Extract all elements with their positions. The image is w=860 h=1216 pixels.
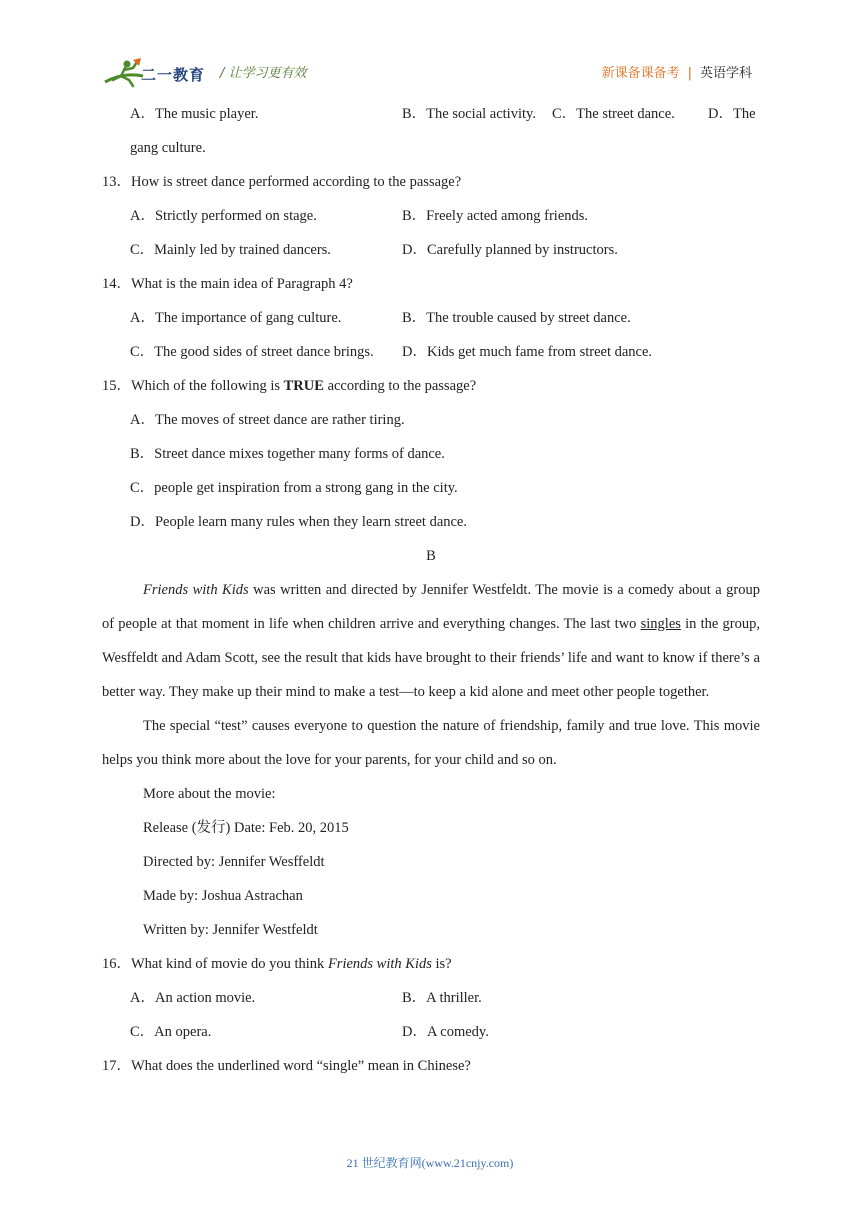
q12-option-b: B．The social activity. [402,106,536,122]
p1-part1: was written and directed by Jennifer Westfeldt. The movie is a comedy about a group of people at that moment in life when children arrive and everything changes. The last two [102,582,760,632]
q14-options-row-2 [102,335,760,369]
q15-stem-bold: TRUE [283,378,324,394]
page-footer: 21 世纪教育网(www.21cnjy.com) [346,1156,514,1170]
q13-option-c: C．Mainly led by trained dancers. [130,242,331,258]
q12-option-d-continued: gang culture. [130,140,206,156]
q13-option-b: B．Freely acted among friends. [402,208,589,224]
q12-options-row [102,97,760,131]
movie-detail-heading: More about the movie: [143,786,276,802]
q15-stem-after: according to the passage? [323,378,477,394]
q13-option-d: D．Carefully planned by instructors. [402,242,618,258]
q15-option-a: A．The moves of street dance are rather tiring. [130,412,405,428]
p1-part2: in the group, Wesffeldt and Adam Scott, see the result that kids have brought to their friends’ life and want to know if there’s a better way. They make up their mind to make a test—to keep a kid alone and meet other people together. [102,616,760,700]
movie-detail-directed: Directed by: Jennifer Wesffeldt [143,854,325,870]
q15-option-b: B．Street dance mixes together many forms of dance. [130,446,445,462]
q14-option-b: B．The trouble caused by street dance. [402,310,631,326]
q14-option-c: C．The good sides of street dance brings. [130,344,374,360]
q16-options-row-2 [102,1015,760,1049]
q15-stem [102,369,760,403]
logo-text: 二一教育 [141,66,206,84]
q16-stem-after: is? [431,956,452,972]
q16-option-c: C．An opera. [130,1024,212,1040]
movie-detail-release: Release (发行) Date: Feb. 20, 2015 [143,820,349,836]
q12-option-a: A．The music player. [130,106,259,122]
q16-options-row-1 [102,981,760,1015]
q14-option-a: A．The importance of gang culture. [130,310,342,326]
q13-option-a: A．Strictly performed on stage. [130,208,317,224]
q16-option-a: A．An action movie. [130,990,256,1006]
page-content [102,97,760,1083]
q13-options-row-2 [102,233,760,267]
underlined-word-singles: singles [640,616,681,632]
q15-option-d: D．People learn many rules when they learn street dance. [130,514,467,530]
q13-stem: 13．How is street dance performed according to the passage? [102,174,462,190]
header-course-label: 新课备课备考 [601,66,680,81]
slogan: / 让学习更有效 [220,66,307,81]
section-b-paragraph-2: The special “test” causes everyone to question the nature of friendship, family and true love. This movie helps you think more about the love for your parents, for your child and so on. [102,718,760,768]
q17-stem: 17．What does the underlined word “single” mean in Chinese? [102,1058,471,1074]
q16-stem [102,947,760,981]
header-divider: | [687,66,692,81]
header-right [602,62,752,81]
q16-stem-before: 16．What kind of movie do you think [102,956,328,972]
q16-option-d: D．A comedy. [402,1024,489,1040]
movie-title: Friends with Kids [143,582,249,598]
q12-option-d: D．The [708,106,756,122]
q16-stem-italic: Friends with Kids [327,956,432,972]
header-subject-label: 英语学科 [699,66,752,81]
page-header [0,0,860,92]
q13-options-row-1 [102,199,760,233]
section-b-paragraph-1 [102,573,760,709]
q16-option-b: B．A thriller. [402,990,482,1006]
q14-stem: 14．What is the main idea of Paragraph 4? [102,276,353,292]
movie-detail-written: Written by: Jennifer Westfeldt [143,922,318,938]
movie-detail-made: Made by: Joshua Astrachan [143,888,303,904]
section-b-heading: B [426,548,436,564]
q14-option-d: D．Kids get much fame from street dance. [402,344,653,360]
q15-stem-before: 15．Which of the following is [102,378,284,394]
q14-options-row-1 [102,301,760,335]
q12-option-c: C．The street dance. [552,106,675,122]
q15-option-c: C．people get inspiration from a strong gang in the city. [130,480,458,496]
